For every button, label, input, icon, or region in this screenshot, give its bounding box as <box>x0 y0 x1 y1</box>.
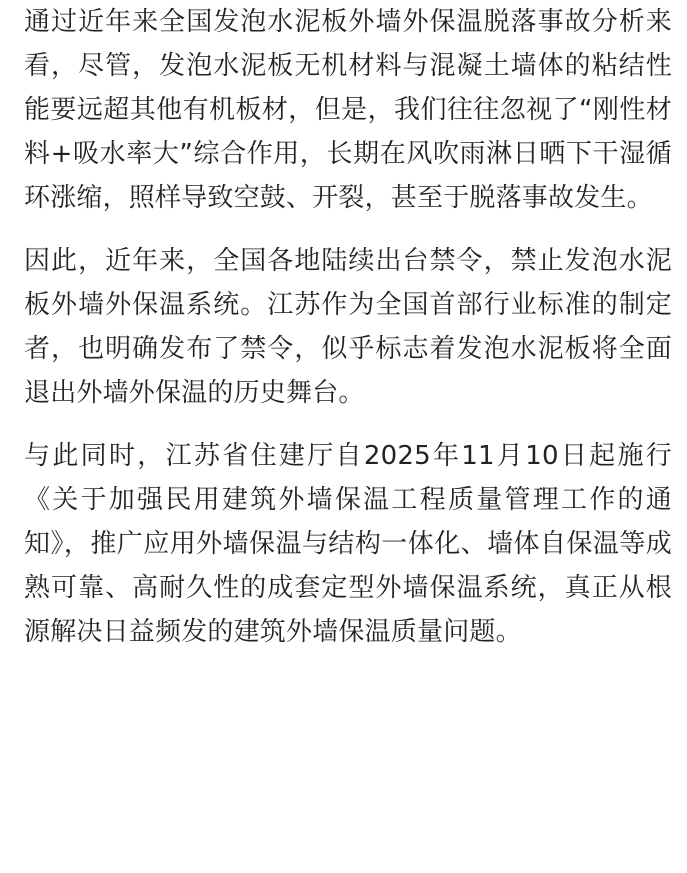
article-body <box>24 0 672 654</box>
paragraph-2: 因此，近年来，全国各地陆续出台禁令，禁止发泡水泥板外墙外保温系统。江苏作为全国首部行业标准的制定者，也明确发布了禁令，似乎标志着发泡水泥板将全面退出外墙外保温的历史舞台。 <box>24 246 672 408</box>
paragraph-3: 与此同时，江苏省住建厅自2025年11月10日起施行《关于加强民用建筑外墙保温工程质量管理工作的通知》，推广应用外墙保温与结构一体化、墙体自保温等成熟可靠、高耐久性的成套定型外墙保温系统，真正从根源解决日益频发的建筑外墙保温质量问题。 <box>24 441 672 647</box>
paragraph-1: 通过近年来全国发泡水泥板外墙外保温脱落事故分析来看，尽管，发泡水泥板无机材料与混凝土墙体的粘结性能要远超其他有机板材，但是，我们往往忽视了“刚性材料+吸水率大”综合作用，长期在风吹雨淋日晒下干湿循环涨缩，照样导致空鼓、开裂，甚至于脱落事故发生。 <box>24 7 672 213</box>
